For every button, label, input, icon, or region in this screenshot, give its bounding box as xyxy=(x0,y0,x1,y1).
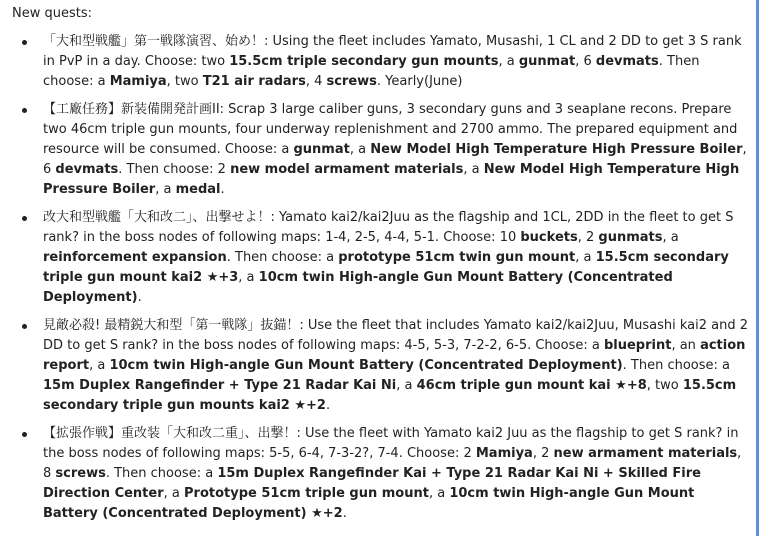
reward-text: screws xyxy=(326,74,377,89)
reward-text: Mamiya xyxy=(475,446,533,461)
quest-text: , a xyxy=(163,486,184,501)
reward-text: 15.5cm secondary triple gun mounts kai2 ★+2 xyxy=(43,378,737,413)
quest-text: . xyxy=(342,506,347,521)
reward-text: New Model High Temperature High Pressure Boiler xyxy=(370,142,743,157)
reward-text: 46cm triple gun mount kai ★+8 xyxy=(416,378,647,393)
reward-text: 15m Duplex Rangefinder + Type 21 Radar Kai Ni xyxy=(43,378,397,393)
quest-item xyxy=(43,424,748,524)
reward-text: 10cm twin High-angle Gun Mount Battery (Concentrated Deployment) ★+2 xyxy=(43,486,695,521)
quest-item xyxy=(43,316,748,416)
quest-text: . Then choose: a xyxy=(43,54,700,89)
quest-text: , a xyxy=(428,486,450,501)
quest-text: . Then choose: a xyxy=(622,358,730,373)
quest-text: , 2 xyxy=(532,446,554,461)
reward-text: New Model High Temperature High Pressure Boiler xyxy=(43,162,740,197)
quest-text: . xyxy=(325,398,331,413)
quest-text: . Yearly(June) xyxy=(376,74,463,89)
reward-text: buckets xyxy=(520,230,578,245)
quest-text: , an xyxy=(671,338,701,353)
reward-text: devmats xyxy=(595,54,659,69)
quest-item xyxy=(43,32,748,92)
quest-text: . Then choose: a xyxy=(105,466,218,481)
quest-text: , a xyxy=(575,250,596,265)
reward-text: gunmat xyxy=(293,142,350,157)
quest-text: . Then choose: 2 xyxy=(118,162,231,177)
quest-text: , 6 xyxy=(43,142,747,177)
scrollbar[interactable] xyxy=(756,0,759,536)
quest-text: , 4 xyxy=(305,74,327,89)
reward-text: blueprint xyxy=(603,338,672,353)
reward-text: T21 air radars xyxy=(202,74,306,89)
quest-text: , a xyxy=(498,54,519,69)
quest-text: , a xyxy=(662,230,679,245)
quest-text: . xyxy=(220,182,225,197)
reward-text: 10cm twin High-angle Gun Mount Battery (Concentrated Deployment) xyxy=(109,358,623,373)
quest-list xyxy=(12,32,748,524)
quest-item xyxy=(43,100,748,200)
reward-text: new model armament materials xyxy=(230,162,464,177)
reward-text: 15m Duplex Rangefinder Kai + Type 21 Radar Kai Ni + Skilled Fire Direction Center xyxy=(43,466,701,501)
quest-text: . Then choose: a xyxy=(226,250,339,265)
quest-text: , 8 xyxy=(43,446,742,481)
quest-text: , two xyxy=(166,74,203,89)
quest-text: . xyxy=(137,290,142,305)
reward-text: 10cm twin High-angle Gun Mount Battery (Concentrated Deployment) xyxy=(43,270,673,305)
reward-text: gunmat xyxy=(518,54,576,69)
quest-text: 【工廠任務】新装備開発計画II: Scrap 3 large caliber guns, 3 secondary guns and 3 seaplane recons. Prepare two 46cm triple gun mounts, four underway replenishment and 2700 ammo. The prepared equipment and resource will be consumed. Choose: a xyxy=(43,102,738,157)
quest-text: , a xyxy=(349,142,371,157)
quest-text: , a xyxy=(89,358,110,373)
quest-text: , a xyxy=(463,162,484,177)
reward-text: 15.5cm secondary triple gun mount kai2 ★+3 xyxy=(43,250,729,285)
quest-text: , a xyxy=(238,270,259,285)
reward-text: prototype 51cm twin gun mount xyxy=(338,250,576,265)
reward-text: medal xyxy=(175,182,221,197)
quest-text: , 6 xyxy=(575,54,596,69)
quest-text: 見敵必殺! 最精鋭大和型「第一戦隊」抜錨！: Use the fleet that includes Yamato kai2/kai2Juu, Musashi kai2 and 2 DD to get S rank? in the boss nodes of following maps: 4-5, 5-3, 7-2-2, 6-5. Choose: a xyxy=(43,318,748,353)
reward-text: 15.5cm triple secondary gun mounts xyxy=(229,54,499,69)
quest-text: , a xyxy=(396,378,417,393)
reward-text: gunmats xyxy=(598,230,663,245)
reward-text: action report xyxy=(43,338,746,373)
quest-text: 「大和型戦艦」第一戦隊演習、始め！: Using the fleet includes Yamato, Musashi, 1 CL and 2 DD to get 3 S rank in PvP in a day. Choose: two xyxy=(43,34,742,69)
section-heading: New quests: xyxy=(12,6,92,21)
reward-text: new armament materials xyxy=(553,446,738,461)
reward-text: Prototype 51cm triple gun mount xyxy=(184,486,429,501)
reward-text: Mamiya xyxy=(109,74,167,89)
quest-text: , a xyxy=(155,182,176,197)
quest-text: , 2 xyxy=(577,230,599,245)
quest-text: 改大和型戦艦「大和改二」、出撃せよ！: Yamato kai2/kai2Juu as the flagship and 1CL, 2DD in the fleet to get S rank? in the boss nodes of following maps: 1-4, 2-5, 4-4, 5-1. Choose: 10 xyxy=(43,210,734,245)
quest-text: 【拡張作戦】重改装「大和改二重」、出撃！: Use the fleet with Yamato kai2 Juu as the flagship to get S rank? in the boss nodes of following maps: 5-5, 6-4, 7-3-2?, 7-4. Choose: 2 xyxy=(43,426,739,461)
reward-text: devmats xyxy=(55,162,119,177)
reward-text: screws xyxy=(55,466,106,481)
quest-text: , two xyxy=(646,378,683,393)
quest-item xyxy=(43,208,748,308)
reward-text: reinforcement expansion xyxy=(43,250,227,265)
